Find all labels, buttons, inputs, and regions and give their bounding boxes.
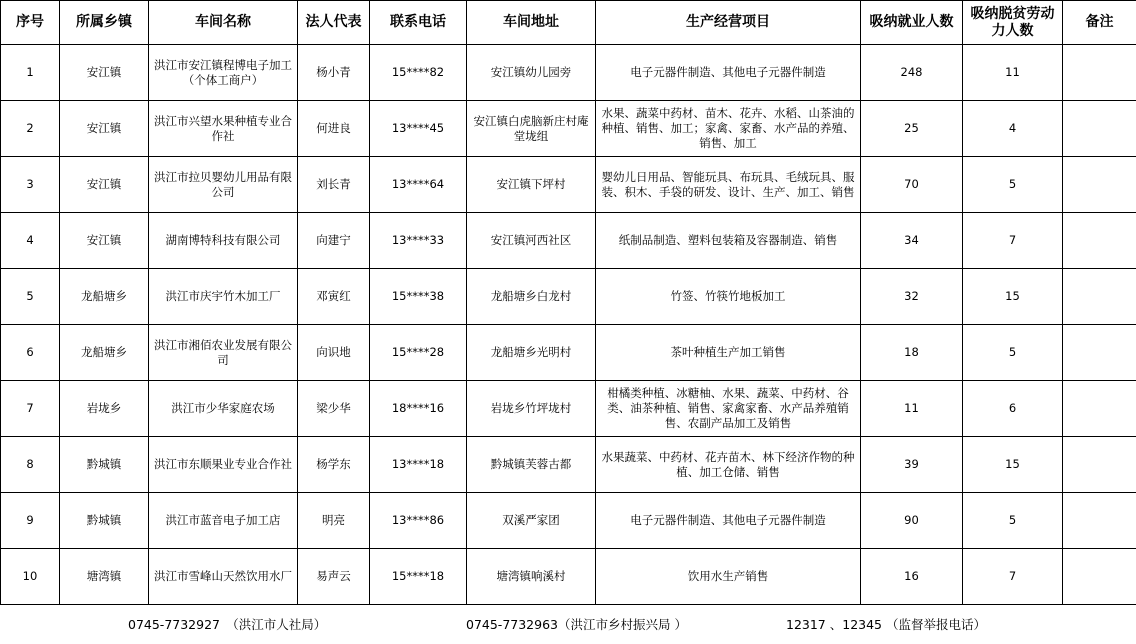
cell-town: 岩垅乡 — [60, 381, 149, 437]
cell-project: 婴幼儿日用品、智能玩具、布玩具、毛绒玩具、服装、积木、手袋的研发、设计、生产、加工、销售 — [596, 157, 861, 213]
cell-workshop-name: 洪江市安江镇程博电子加工（个体工商户） — [149, 45, 298, 101]
cell-poverty-labor: 4 — [963, 101, 1063, 157]
cell-poverty-labor: 11 — [963, 45, 1063, 101]
cell-address: 安江镇白虎脑新庄村庵堂垅组 — [467, 101, 596, 157]
cell-poverty-labor: 5 — [963, 157, 1063, 213]
cell-town: 塘湾镇 — [60, 549, 149, 605]
table-row — [1, 213, 1136, 269]
cell-address: 安江镇幼儿园旁 — [467, 45, 596, 101]
cell-project: 茶叶种植生产加工销售 — [596, 325, 861, 381]
cell-no: 7 — [1, 381, 60, 437]
cell-poverty-labor: 6 — [963, 381, 1063, 437]
table-row — [1, 101, 1136, 157]
contact-hr-bureau: 0745-7732927 （洪江市人社局） — [128, 617, 327, 632]
cell-legal-rep: 向识地 — [298, 325, 370, 381]
cell-legal-rep: 杨学东 — [298, 437, 370, 493]
cell-legal-rep: 梁少华 — [298, 381, 370, 437]
cell-workshop-name: 洪江市拉贝婴幼儿用品有限公司 — [149, 157, 298, 213]
cell-project: 饮用水生产销售 — [596, 549, 861, 605]
cell-address: 安江镇河西社区 — [467, 213, 596, 269]
cell-legal-rep: 刘长青 — [298, 157, 370, 213]
cell-project: 电子元器件制造、其他电子元器件制造 — [596, 493, 861, 549]
cell-phone: 18****16 — [370, 381, 467, 437]
cell-jobs: 16 — [861, 549, 963, 605]
cell-note — [1063, 437, 1136, 493]
cell-jobs: 25 — [861, 101, 963, 157]
cell-legal-rep: 杨小青 — [298, 45, 370, 101]
cell-address: 龙船塘乡白龙村 — [467, 269, 596, 325]
cell-phone: 13****86 — [370, 493, 467, 549]
header-address: 车间地址 — [467, 1, 596, 45]
cell-no: 8 — [1, 437, 60, 493]
header-town: 所属乡镇 — [60, 1, 149, 45]
cell-jobs: 70 — [861, 157, 963, 213]
cell-note — [1063, 325, 1136, 381]
cell-note — [1063, 269, 1136, 325]
cell-project: 竹签、竹筷竹地板加工 — [596, 269, 861, 325]
cell-town: 黔城镇 — [60, 437, 149, 493]
cell-poverty-labor: 5 — [963, 325, 1063, 381]
cell-no: 5 — [1, 269, 60, 325]
cell-phone: 15****38 — [370, 269, 467, 325]
cell-project: 水果、蔬菜中药材、苗木、花卉、水稻、山茶油的种植、销售、加工；家禽、家畜、水产品的养殖、销售、加工 — [596, 101, 861, 157]
cell-workshop-name: 洪江市少华家庭农场 — [149, 381, 298, 437]
cell-note — [1063, 45, 1136, 101]
table-row — [1, 493, 1136, 549]
cell-workshop-name: 洪江市蓝音电子加工店 — [149, 493, 298, 549]
cell-workshop-name: 洪江市湘佰农业发展有限公司 — [149, 325, 298, 381]
cell-legal-rep: 向建宁 — [298, 213, 370, 269]
contact-rural-revitalization: 0745-7732963（洪江市乡村振兴局 ） — [466, 617, 687, 632]
cell-no: 9 — [1, 493, 60, 549]
cell-town: 安江镇 — [60, 45, 149, 101]
cell-note — [1063, 157, 1136, 213]
cell-project: 电子元器件制造、其他电子元器件制造 — [596, 45, 861, 101]
cell-legal-rep: 明亮 — [298, 493, 370, 549]
cell-jobs: 34 — [861, 213, 963, 269]
cell-no: 3 — [1, 157, 60, 213]
cell-address: 安江镇下坪村 — [467, 157, 596, 213]
table-row — [1, 269, 1136, 325]
cell-project: 柑橘类种植、冰糖柚、水果、蔬菜、中药材、谷类、油茶种植、销售、家禽家畜、水产品养殖销售、农副产品加工及销售 — [596, 381, 861, 437]
cell-no: 10 — [1, 549, 60, 605]
cell-legal-rep: 易声云 — [298, 549, 370, 605]
cell-town: 安江镇 — [60, 101, 149, 157]
cell-jobs: 248 — [861, 45, 963, 101]
cell-address: 塘湾镇响溪村 — [467, 549, 596, 605]
cell-workshop-name: 洪江市雪峰山天然饮用水厂 — [149, 549, 298, 605]
table-row — [1, 157, 1136, 213]
header-row — [1, 1, 1136, 45]
cell-address: 黔城镇芙蓉古都 — [467, 437, 596, 493]
cell-jobs: 32 — [861, 269, 963, 325]
cell-note — [1063, 549, 1136, 605]
cell-phone: 13****45 — [370, 101, 467, 157]
table-row — [1, 45, 1136, 101]
cell-phone: 13****33 — [370, 213, 467, 269]
contact-supervision-hotline: 12317 、12345 （监督举报电话） — [786, 617, 986, 632]
cell-no: 2 — [1, 101, 60, 157]
cell-note — [1063, 213, 1136, 269]
cell-address: 岩垅乡竹坪垅村 — [467, 381, 596, 437]
table-row — [1, 549, 1136, 605]
cell-poverty-labor: 15 — [963, 269, 1063, 325]
cell-project: 纸制品制造、塑料包装箱及容器制造、销售 — [596, 213, 861, 269]
cell-phone: 15****28 — [370, 325, 467, 381]
cell-no: 4 — [1, 213, 60, 269]
cell-poverty-labor: 15 — [963, 437, 1063, 493]
cell-phone: 13****18 — [370, 437, 467, 493]
cell-no: 1 — [1, 45, 60, 101]
cell-jobs: 11 — [861, 381, 963, 437]
header-project: 生产经营项目 — [596, 1, 861, 45]
cell-workshop-name: 洪江市东顺果业专业合作社 — [149, 437, 298, 493]
cell-note — [1063, 381, 1136, 437]
cell-address: 龙船塘乡光明村 — [467, 325, 596, 381]
table-row — [1, 381, 1136, 437]
header-legal-rep: 法人代表 — [298, 1, 370, 45]
cell-note — [1063, 101, 1136, 157]
header-jobs: 吸纳就业人数 — [861, 1, 963, 45]
cell-note — [1063, 493, 1136, 549]
cell-town: 安江镇 — [60, 157, 149, 213]
cell-address: 双溪严家团 — [467, 493, 596, 549]
cell-phone: 13****64 — [370, 157, 467, 213]
cell-no: 6 — [1, 325, 60, 381]
cell-town: 安江镇 — [60, 213, 149, 269]
header-note: 备注 — [1063, 1, 1136, 45]
cell-project: 水果蔬菜、中药材、花卉苗木、林下经济作物的种植、加工仓储、销售 — [596, 437, 861, 493]
header-workshop-name: 车间名称 — [149, 1, 298, 45]
cell-legal-rep: 何进良 — [298, 101, 370, 157]
cell-legal-rep: 邓寅红 — [298, 269, 370, 325]
cell-poverty-labor: 7 — [963, 213, 1063, 269]
table-body — [1, 45, 1136, 605]
cell-workshop-name: 洪江市兴望水果种植专业合作社 — [149, 101, 298, 157]
cell-jobs: 90 — [861, 493, 963, 549]
cell-phone: 15****18 — [370, 549, 467, 605]
table-row — [1, 437, 1136, 493]
cell-poverty-labor: 5 — [963, 493, 1063, 549]
cell-jobs: 18 — [861, 325, 963, 381]
cell-jobs: 39 — [861, 437, 963, 493]
contact-footer — [0, 605, 1136, 643]
cell-workshop-name: 湖南博特科技有限公司 — [149, 213, 298, 269]
cell-workshop-name: 洪江市庆宇竹木加工厂 — [149, 269, 298, 325]
header-no: 序号 — [1, 1, 60, 45]
cell-town: 龙船塘乡 — [60, 325, 149, 381]
cell-poverty-labor: 7 — [963, 549, 1063, 605]
header-poverty-labor: 吸纳脱贫劳动力人数 — [963, 1, 1063, 45]
cell-town: 龙船塘乡 — [60, 269, 149, 325]
cell-town: 黔城镇 — [60, 493, 149, 549]
header-phone: 联系电话 — [370, 1, 467, 45]
cell-phone: 15****82 — [370, 45, 467, 101]
table-row — [1, 325, 1136, 381]
